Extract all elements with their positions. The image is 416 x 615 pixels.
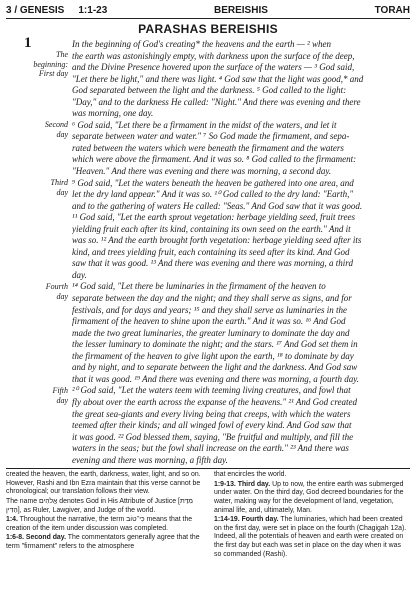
page-reference: 3 / GENESIS <box>6 5 65 16</box>
text-line: ⁶ God said, "Let there be a firmament in the midst of the waters, and let it <box>72 119 337 130</box>
footnote <box>6 534 202 551</box>
text-line: the earth was astonishingly empty, with darkness upon the surface of the deep, <box>72 50 355 61</box>
commentary-footnotes <box>6 471 410 560</box>
parashah-name: BEREISHIS <box>213 5 268 16</box>
text-line: "Day," and to the darkness He called: "Night." And there was evening and there <box>72 96 361 107</box>
text-line: saw that it was good. ¹³ And there was evening and there was morning, a third <box>72 258 353 269</box>
text-line: yielding fruit each after its kind, containing its own seed on the earth." And it <box>72 223 351 234</box>
text-line: fly about over the earth across the expanse of the heavens." ²¹ And God created <box>72 396 358 407</box>
footnote-body: created the heaven, the earth, darkness, water, light, and so on. However, Rashi and Ibn Ezra maintain that this verse cannot be chronological; our translation follows their view. <box>6 471 201 496</box>
margin-note-line: day <box>56 187 68 197</box>
footnote-body: The name אֱלֹהִים denotes God in His Attribute of Justice [מִדַּת הַדִּין], as Ruler, Lawgiver, and Judge of the world. <box>6 498 194 514</box>
margin-note-line: The <box>56 50 68 59</box>
text-line: ⁹ God said, "Let the waters beneath the heaven be gathered into one area, and <box>72 177 354 188</box>
text-line: ¹¹ God said, "Let the earth sprout vegetation: herbage yielding seed, fruit trees <box>72 212 355 223</box>
text-line: the great sea-giants and every living being that creeps, with which the waters <box>72 408 351 419</box>
text-line: and to the gathering of waters He called: "Seas." And God saw that it was good. <box>72 200 363 211</box>
main-text-area <box>6 35 410 466</box>
text-line: kind, and trees yielding fruit, each containing its seed after its kind. And God <box>72 246 350 257</box>
text-line: rated between the waters which were beneath the firmament and the waters <box>72 142 344 153</box>
text-line: which were above the firmament. And it was so. ⁸ God called to the firmament: <box>72 154 357 165</box>
text-line: was morning, one day. <box>72 108 154 119</box>
footnote-heading: 1:9-13. Third day. <box>214 480 271 488</box>
text-line: it was good. ²² God blessed them, saying, "Be fruitful and multiply, and fill the <box>72 431 354 442</box>
margin-note-first-day <box>33 50 68 79</box>
footnote-body: Throughout the narrative, the term כִּי־טוֹב means that the creation of the item under discussion was completed. <box>6 516 193 532</box>
scripture-text <box>72 39 410 466</box>
text-line: "Heaven." And there was evening and there was morning, a second day. <box>72 166 332 177</box>
margin-note-line: Fourth <box>45 282 68 291</box>
text-line: separate between the day and the night; and they shall serve as signs, and for <box>72 293 352 304</box>
text-line: God separated between the light and the darkness. ⁵ God called to the light: <box>72 85 347 96</box>
footnote <box>214 481 410 515</box>
footnote <box>6 498 202 515</box>
footnote-heading: 1:4. <box>6 516 18 524</box>
margin-note-line: First day <box>38 69 68 78</box>
footnote <box>214 516 410 559</box>
footnotes-right-column <box>214 471 410 560</box>
text-line: evening and there was morning, a fifth day. <box>72 454 228 465</box>
parashah-title: PARASHAS BEREISHIS <box>138 22 278 36</box>
footnote <box>6 471 202 497</box>
text-line: festivals, and for days and years; ¹⁵ and they shall serve as luminaries in the <box>72 304 348 315</box>
footnotes-left-column <box>6 471 202 560</box>
text-line: ¹⁴ God said, "Let there be luminaries in the firmament of the heaven to <box>72 281 326 292</box>
running-head-left <box>6 5 107 16</box>
text-line: firmament of the heaven to shine upon the earth." And it was so. ¹⁶ And God <box>72 316 346 327</box>
margin-note-line: Third <box>50 178 68 187</box>
margin-note-fifth-day <box>52 386 68 405</box>
margin-note-line: day <box>56 291 68 301</box>
text-line: let the dry land appear." And it was so. ¹⁰ God called to the dry land: "Earth," <box>72 189 354 200</box>
footnote-body: The commentators generally agree that the term "firmament" refers to the atmosphere <box>6 534 200 550</box>
text-line: that it was good. ¹⁹ And there was evening and there was morning, a fourth day. <box>72 373 359 384</box>
footnote <box>6 516 202 533</box>
running-head <box>6 4 410 16</box>
footnote-body: Up to now, the entire earth was submerged under water. On the third day, God decreed boundaries for the water, making way for the development of land, vegetation, animal life, and, ultimately, Man. <box>214 480 404 514</box>
footnote-heading: 1:14-19. Fourth day. <box>214 516 279 524</box>
footnote-body: The luminaries, which had been created on the first day, were set in place on the fourth (Chagigah 12a). Indeed, all the potentials of heaven and earth were created on the first day but each was set in place on the day when it was so commanded (Rashi). <box>214 516 407 558</box>
footnote-heading: 1:6-8. Second day. <box>6 534 66 542</box>
margin-note-third-day <box>51 178 69 197</box>
section-name: TORAH <box>374 5 410 16</box>
text-line: the firmament of the heaven to give light upon the earth, ¹⁸ to dominate by day <box>72 350 354 361</box>
text-line: and by night, and to separate between the light and the darkness. And God saw <box>72 362 358 373</box>
text-line: teemed after their kinds; and all winged fowl of every kind. And God saw that <box>72 420 352 431</box>
text-line: and the Divine Presence hovered upon the surface of the waters — ³ God said, <box>72 62 355 73</box>
text-line: day. <box>72 269 87 280</box>
margin-note-line: Second <box>44 120 68 129</box>
footnote <box>214 471 410 480</box>
text-line: was so. ¹² And the earth brought forth vegetation: herbage yielding seed after its <box>72 235 362 246</box>
footnote-rule <box>6 468 410 469</box>
chapter-number: 1 <box>24 35 32 51</box>
text-line: the lesser luminary to dominate the night; and the stars. ¹⁷ And God set them in <box>72 339 358 350</box>
margin-note-line: beginning: <box>33 59 68 69</box>
verse-range: 1:1-23 <box>78 5 108 16</box>
margin-column <box>6 35 72 466</box>
text-line: separate between water and water." ⁷ So God made the firmament, and sepa- <box>72 131 350 142</box>
margin-note-line: day <box>56 129 68 139</box>
text-line: waters in the seas; but the fowl shall increase on the earth." ²³ And there was <box>72 443 349 454</box>
margin-note-second-day <box>45 120 68 139</box>
header-rule <box>6 18 410 19</box>
text-line: "Let there be light," and there was light. ⁴ God saw that the light was good,* and <box>72 73 364 84</box>
margin-note-line: Fifth <box>52 386 68 395</box>
footnote-body: that encircles the world. <box>214 471 287 479</box>
margin-note-fourth-day <box>46 282 68 301</box>
text-line: made the two great luminaries, the greater luminary to dominate the day and <box>72 327 350 338</box>
text-line: ²⁰ God said, "Let the waters teem with teeming living creatures, and fowl that <box>72 385 351 396</box>
margin-note-line: day <box>56 395 68 405</box>
text-line: In the beginning of God's creating* the heavens and the earth — ² when <box>72 39 331 49</box>
